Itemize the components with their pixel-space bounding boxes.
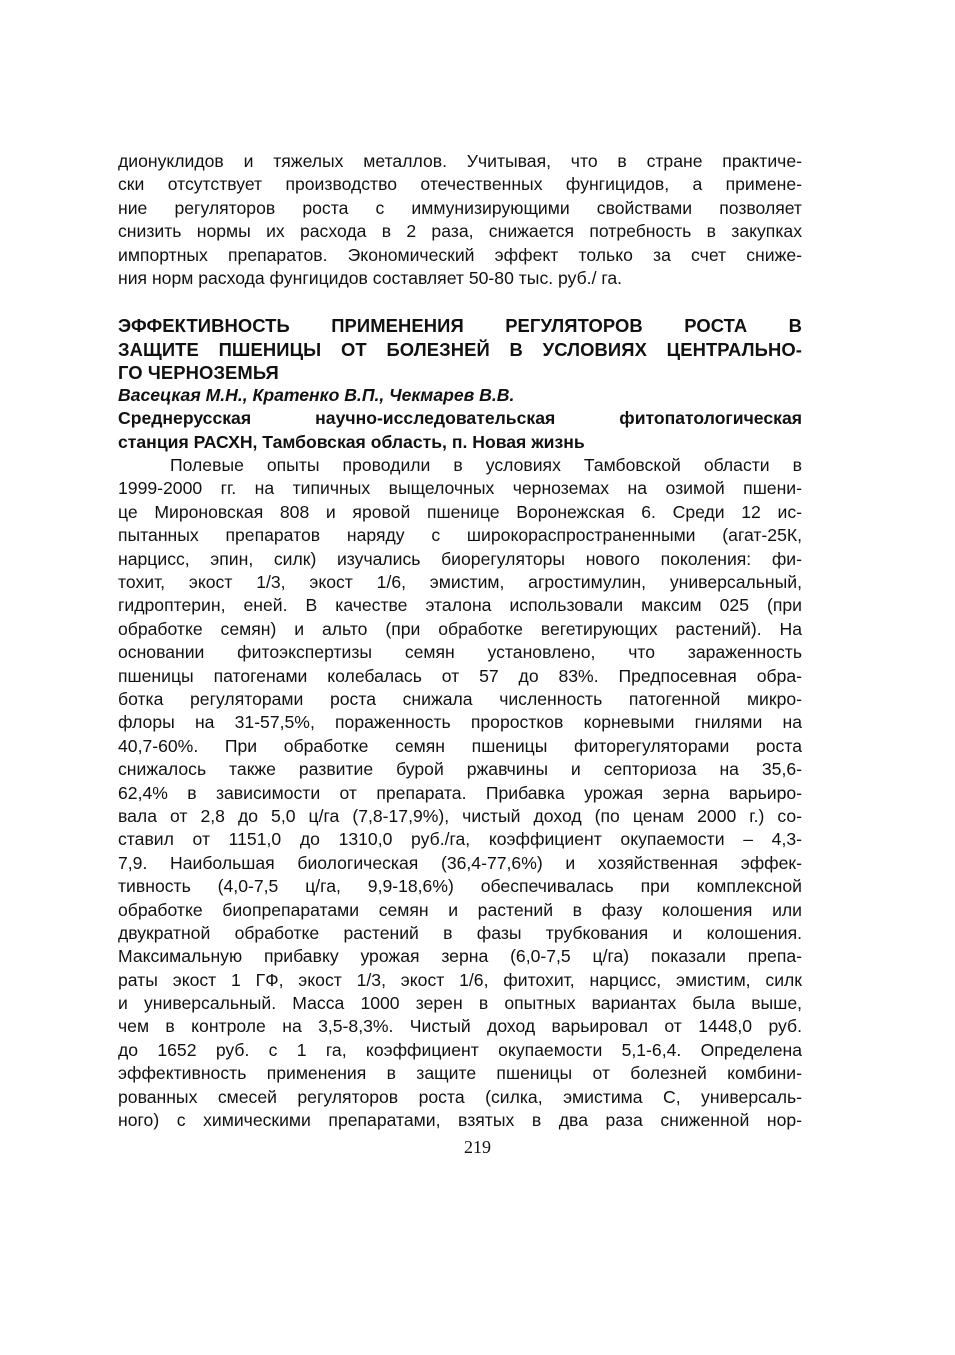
title-line: ЭФФЕКТИВНОСТЬ ПРИМЕНЕНИЯ РЕГУЛЯТОРОВ РОСТА В <box>118 315 802 337</box>
body-line: 7,9. Наибольшая биологическая (36,4-77,6%) и хозяйственная эффек- <box>118 852 802 873</box>
text-line: ски отсутствует производство отечественных фунгицидов, а примене- <box>118 174 802 195</box>
body-line: до 1652 руб. с 1 га, коэффициент окупаемости 5,1-6,4. Определена <box>118 1039 802 1060</box>
authors-line: Васецкая М.Н., Кратенко В.П., Чекмарев В.В. <box>118 384 515 405</box>
body-line: ного) с химическими препаратами, взятых в два раза сниженной нор- <box>118 1110 802 1131</box>
text-line: ния норм расхода фунгицидов составляет 50-80 тыс. руб./ га. <box>118 267 623 288</box>
article-body <box>118 454 802 1132</box>
affiliation-line: станция РАСХН, Тамбовская область, п. Новая жизнь <box>118 431 585 452</box>
body-line: двукратной обработке растений в фазы трубкования и колошения. <box>118 922 802 943</box>
article-title <box>118 314 802 384</box>
body-line: раты экост 1 ГФ, экост 1/3, экост 1/6, фитохит, нарцисс, эмистим, силк <box>118 969 802 990</box>
body-line: це Мироновская 808 и яровой пшенице Воронежская 6. Среди 12 ис- <box>118 501 802 522</box>
title-line: ГО ЧЕРНОЗЕМЬЯ <box>118 361 279 383</box>
body-line: обработке биопрепаратами семян и растений в фазу колошения или <box>118 899 802 920</box>
body-line: пытанных препаратов наряду с широкораспространенными (агат-25К, <box>118 525 802 546</box>
body-line: 1999-2000 гг. на типичных выщелочных черноземах на озимой пшени- <box>118 478 802 499</box>
title-line: ЗАЩИТЕ ПШЕНИЦЫ ОТ БОЛЕЗНЕЙ В УСЛОВИЯХ ЦЕНТРАЛЬНО- <box>118 338 802 360</box>
body-line: рованных смесей регуляторов роста (силка, эмистима С, универсаль- <box>118 1086 802 1107</box>
body-line: 40,7-60%. При обработке семян пшеницы фиторегуляторами роста <box>118 735 802 756</box>
body-line: тохит, экост 1/3, экост 1/6, эмистим, агростимулин, универсальный, <box>118 572 802 593</box>
body-line: и универсальный. Масса 1000 зерен в опытных вариантах была выше, <box>118 993 802 1014</box>
body-line: эффективность применения в защите пшеницы от болезней комбини- <box>118 1063 802 1084</box>
text-line: дионуклидов и тяжелых металлов. Учитывая, что в стране практиче- <box>118 151 802 171</box>
body-line: снижалось также развитие бурой ржавчины и септориоза на 35,6- <box>118 759 802 780</box>
text-line: импортных препаратов. Экономический эффект только за счет сниже- <box>118 244 802 265</box>
body-line: Полевые опыты проводили в условиях Тамбовской области в <box>170 455 802 476</box>
body-line: чем в контроле на 3,5-8,3%. Чистый доход варьировал от 1448,0 руб. <box>118 1016 802 1037</box>
body-line: тивность (4,0-7,5 ц/га, 9,9-18,6%) обеспечивалась при комплексной <box>118 876 802 897</box>
body-line: основании фитоэкспертизы семян установлено, что зараженность <box>118 642 802 663</box>
article-affiliation <box>118 407 802 454</box>
article-authors <box>118 384 802 407</box>
affiliation-line: Среднерусская научно-исследовательская фитопатологическая <box>118 408 802 429</box>
body-line: пшеницы патогенами колебалась от 57 до 83%. Предпосевная обра- <box>118 665 802 686</box>
body-line: нарцисс, эпин, силк) изучались биорегуляторы нового поколения: фи- <box>118 548 802 569</box>
body-line: 62,4% в зависимости от препарата. Прибавка урожая зерна варьиро- <box>118 782 802 803</box>
intro-paragraph <box>118 150 802 290</box>
body-line: ставил от 1151,0 до 1310,0 руб./га, коэффициент окупаемости – 4,3- <box>118 829 802 850</box>
text-line: ние регуляторов роста с иммунизирующими свойствами позволяет <box>118 197 802 218</box>
page-number: 219 <box>464 1137 491 1157</box>
body-line: флоры на 31-57,5%, пораженность проростков корневыми гнилями на <box>118 712 802 733</box>
body-line: гидроптерин, еней. В качестве эталона использовали максим 025 (при <box>118 595 802 616</box>
body-line: ботка регуляторами роста снижала численность патогенной микро- <box>118 688 802 709</box>
body-line: обработке семян) и альто (при обработке вегетирующих растений). На <box>118 618 802 639</box>
body-line: Максимальную прибавку урожая зерна (6,0-7,5 ц/га) показали препа- <box>118 946 802 967</box>
text-line: снизить нормы их расхода в 2 раза, снижается потребность в закупках <box>118 221 802 242</box>
body-line: вала от 2,8 до 5,0 ц/га (7,8-17,9%), чистый доход (по ценам 2000 г.) со- <box>118 805 802 826</box>
page-content <box>118 150 802 1132</box>
